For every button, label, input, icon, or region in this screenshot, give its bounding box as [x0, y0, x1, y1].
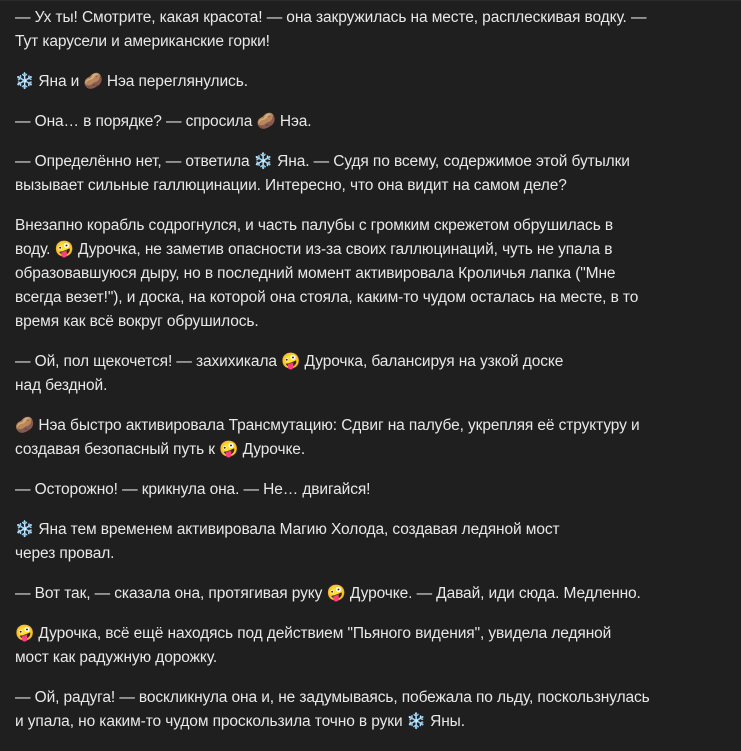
- top-divider: [0, 0, 741, 1]
- paragraph-text: — Ой, радуга! — воскликнула она и, не задумываясь, побежала по льду, поскользнулась и упала, но каким-то чудом проскользила точно в руки ❄️ Яны.: [15, 689, 650, 730]
- paragraph-text: — Она… в порядке? — спросила 🥔 Нэа.: [15, 113, 312, 130]
- paragraph: [15, 582, 715, 606]
- paragraph-text: — Вот так, — сказала она, протягивая руку 🤪 Дурочке. — Давай, иди сюда. Медленно.: [15, 585, 641, 602]
- paragraph-text: — Ой, пол щекочется! — захихикала 🤪 Дурочка, балансируя на узкой доске над бездной.: [15, 353, 564, 394]
- paragraph: [15, 70, 715, 94]
- paragraph-text: — Ух ты! Смотрите, какая красота! — она закружилась на месте, расплескивая водку. — Тут карусели и американские горки!: [15, 9, 647, 50]
- paragraph: [15, 622, 715, 670]
- paragraph: [15, 214, 715, 334]
- paragraph: [15, 686, 715, 734]
- paragraph: [15, 478, 715, 502]
- paragraph: [15, 110, 715, 134]
- paragraph-text: — Осторожно! — крикнула она. — Не… двигайся!: [15, 481, 371, 498]
- story-text: [15, 6, 715, 750]
- paragraph: [15, 6, 715, 54]
- paragraph-text: 🥔 Нэа быстро активировала Трансмутацию: Сдвиг на палубе, укрепляя её структуру и создавая безопасный путь к 🤪 Дурочке.: [15, 417, 640, 458]
- paragraph-text: Внезапно корабль содрогнулся, и часть палубы с громким скрежетом обрушилась в воду. 🤪 Дурочка, не заметив опасности из-за своих галлюцинаций, чуть не упала в образовавшуюся дыру, но в последний момент активировала Кроличья лапка ("Мне всегда везет!"), и доска, на которой она стояла, каким-то чудом осталась на месте, в то время как всё вокруг обрушилось.: [15, 217, 639, 330]
- paragraph: [15, 150, 715, 198]
- paragraph-text: ❄️ Яна тем временем активировала Магию Холода, создавая ледяной мост через провал.: [15, 521, 560, 562]
- paragraph: [15, 414, 715, 462]
- paragraph-text: ❄️ Яна и 🥔 Нэа переглянулись.: [15, 73, 248, 90]
- paragraph-text: — Определённо нет, — ответила ❄️ Яна. — Судя по всему, содержимое этой бутылки вызывает сильные галлюцинации. Интересно, что она видит на самом деле?: [15, 153, 630, 194]
- paragraph: [15, 518, 715, 566]
- paragraph-text: 🤪 Дурочка, всё ещё находясь под действием "Пьяного видения", увидела ледяной мост как радужную дорожку.: [15, 625, 612, 666]
- paragraph: [15, 350, 715, 398]
